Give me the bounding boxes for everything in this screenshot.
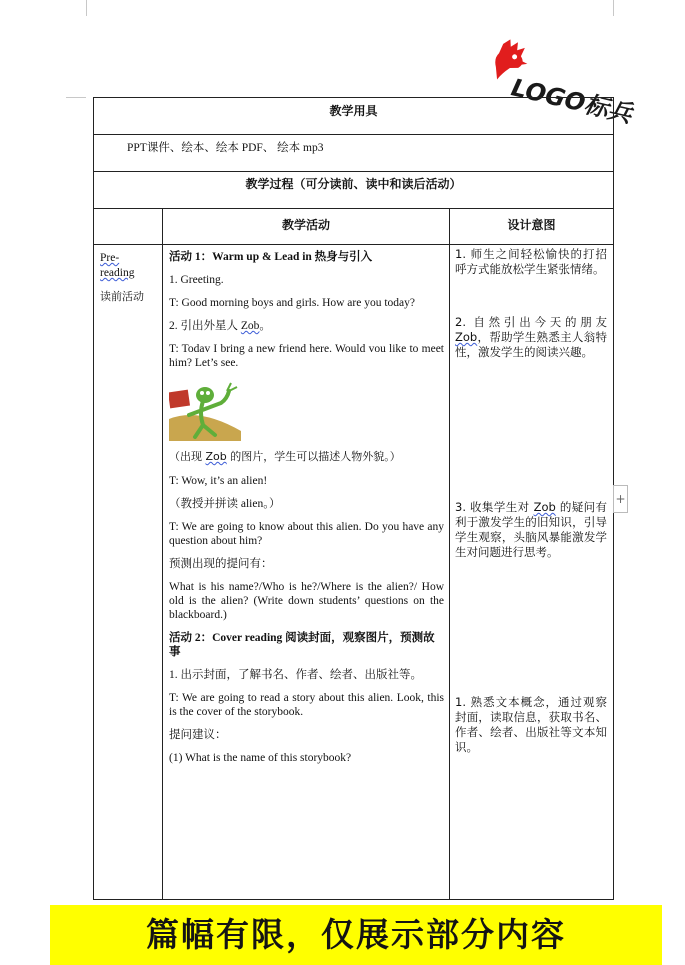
stage-cn: 读前活动 [100, 290, 144, 303]
stage-cell [94, 245, 163, 900]
intent-2: 2. 自然引出今天的朋友 Zob，帮助学生熟悉主人翁特性，激发学生的阅读兴趣。 [455, 315, 608, 359]
activity-cell [163, 245, 450, 900]
activity-1-title: 活动 1：Warm up & Lead in 热身与引入 [169, 251, 373, 263]
intent-column-header: 设计意图 [450, 209, 614, 245]
a1-greeting: 1. Greeting. [169, 274, 224, 286]
a1-questions: What is his name?/Who is he?/Where is the alien?/ How old is the alien? (Write down students’ questions on the blackboard.) [169, 581, 444, 621]
a1-introduce-zob: 2. 引出外星人 Zob。 [169, 320, 271, 332]
stage-en-1: Pre- [100, 252, 120, 264]
a1-predict: 预测出现的提问有： [169, 558, 273, 570]
activity-column-header: 教学活动 [163, 209, 450, 245]
stage-en-2: reading [100, 267, 135, 279]
materials-header: 教学用具 [94, 98, 614, 135]
intent-4: 1. 熟悉文本概念，通过观察封面，读取信息，获取书名、作者、绘者、出版社等文本知识。 [455, 695, 608, 754]
a2-teacher-line-1: T: We are going to read a story about this alien. Look, this is the cover of the storybook. [169, 692, 444, 718]
a2-suggestion: 提问建议： [169, 729, 227, 741]
a1-note-describe: （出现 Zob 的图片，学生可以描述人物外貌。） [169, 450, 401, 463]
a1-teacher-line-3: T: Wow, it’s an alien! [169, 475, 268, 487]
activity-2-title: 活动 2：Cover reading 阅读封面，观察图片，预测故事 [169, 632, 435, 658]
a1-note-alien: （教授并拼读 alien。） [169, 498, 281, 510]
a1-teacher-line-4: T: We are going to know about this alien. Do you have any question about him? [169, 521, 444, 547]
crop-mark-right [613, 0, 614, 16]
preview-limit-banner: 篇幅有限，仅展示部分内容 [50, 905, 662, 965]
crop-mark-top-left [66, 97, 86, 98]
expand-button[interactable]: + [613, 485, 628, 513]
intent-3: 3. 收集学生对 Zob 的疑问有利于激发学生的旧知识，引导学生观察，头脑风暴能激发学生对问题进行思考。 [455, 500, 608, 559]
intent-1: 1. 师生之间轻松愉快的打招呼方式能放松学生紧张情绪。 [455, 247, 608, 276]
a1-teacher-line-2: T: Todav I bring a new friend here. Would vou like to meet him? Let’s see. [169, 343, 444, 369]
logo-text: LOGO标兵 [508, 73, 635, 129]
a1-teacher-line-1: T: Good morning boys and girls. How are you today? [169, 297, 415, 309]
intent-cell [450, 245, 614, 900]
a2-show-cover: 1. 出示封面，了解书名、作者、绘者、出版社等。 [169, 669, 422, 681]
stage-header-cell [94, 209, 163, 245]
process-header: 教学过程（可分读前、读中和读后活动） [94, 172, 614, 209]
alien-picture [169, 379, 241, 441]
a2-question-1: (1) What is the name of this storybook? [169, 752, 352, 764]
materials-list: PPT课件、绘本、绘本 PDF、 绘本 mp3 [94, 135, 614, 172]
crop-mark-left [86, 0, 87, 16]
lesson-plan-table [93, 97, 614, 900]
